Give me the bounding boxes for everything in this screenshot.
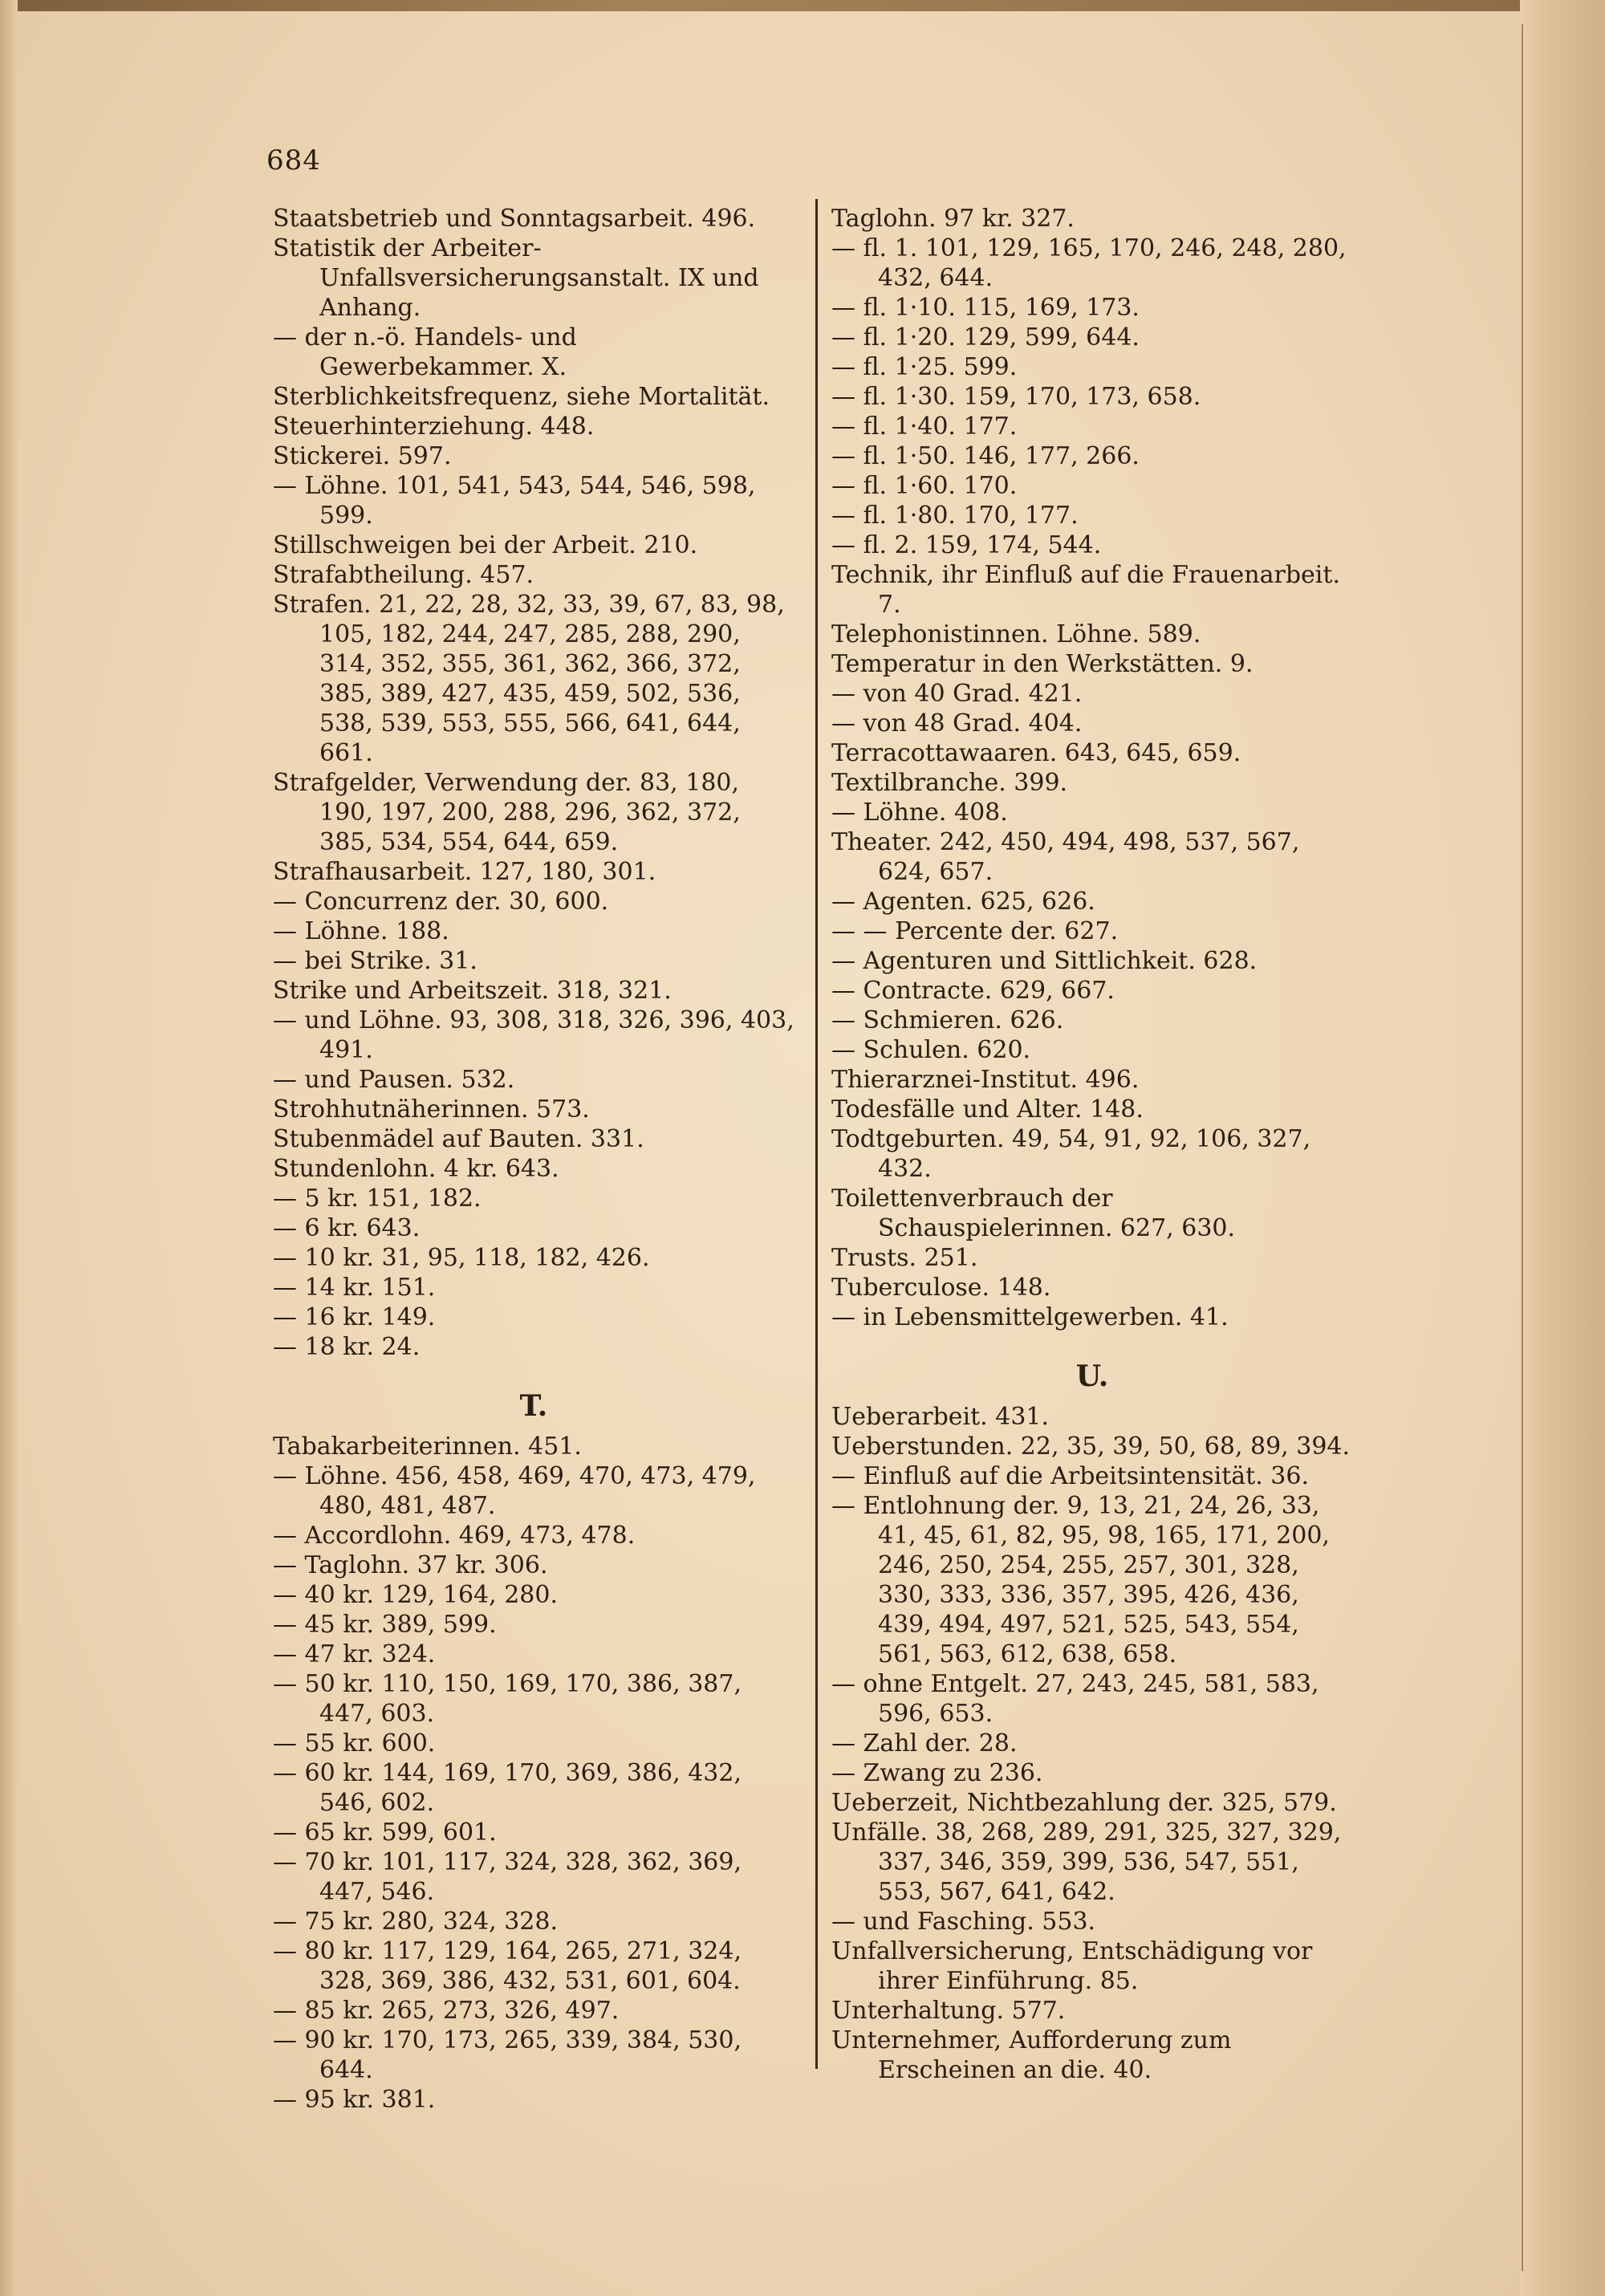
right-index-entry: Unfallversicherung, Entschädigung vor ihrer Einführung. 85.	[831, 1937, 1313, 1995]
index-column-left	[273, 204, 794, 2115]
page-left-edge	[0, 0, 18, 2296]
left-index-entry: Strafabtheilung. 457.	[273, 561, 534, 589]
section-heading: T.	[519, 1389, 548, 1423]
left-index-entry: Tabakarbeiterinnen. 451.	[273, 1432, 582, 1461]
left-index-entry: — Löhne. 188.	[273, 917, 449, 945]
right-index-entry: Ueberstunden. 22, 35, 39, 50, 68, 89, 394.	[831, 1432, 1351, 1461]
left-index-entry: — und Löhne. 93, 308, 318, 326, 396, 403, 491.	[273, 1006, 794, 1064]
right-index-entry: — fl. 1·20. 129, 599, 644.	[831, 323, 1140, 352]
left-index-entry: — 65 kr. 599, 601.	[273, 1819, 497, 1847]
page-number: 684	[266, 144, 321, 177]
right-index-entry: — fl. 1·30. 159, 170, 173, 658.	[831, 383, 1201, 411]
right-index-entry: — von 48 Grad. 404.	[831, 709, 1083, 738]
right-index-entry: — Entlohnung der. 9, 13, 21, 24, 26, 33, 41, 45, 61, 82, 95, 98, 165, 171, 200, 246, 250, 254, 255, 257, 301, 328, 330, 333, 336, 357, 395, 426, 436, 439, 494, 497, 521, 525, 543, 554, 561, 563, 612, 638, 658.	[831, 1492, 1330, 1668]
right-index-entry: Toilettenverbrauch der Schauspielerinnen. 627, 630.	[831, 1185, 1236, 1242]
right-index-entry: — fl. 2. 159, 174, 544.	[831, 531, 1102, 559]
right-index-entry: Terracottawaaren. 643, 645, 659.	[831, 739, 1241, 767]
right-index-entry: Theater. 242, 450, 494, 498, 537, 567, 624, 657.	[831, 828, 1300, 886]
left-index-entry: — 18 kr. 24.	[273, 1333, 421, 1361]
right-index-entry: — Schulen. 620.	[831, 1036, 1031, 1064]
right-index-entry: Trusts. 251.	[831, 1244, 978, 1272]
right-index-entry: Unternehmer, Aufforderung zum Erscheinen an die. 40.	[831, 2026, 1232, 2084]
right-index-entry: — Zahl der. 28.	[831, 1729, 1018, 1758]
left-index-entry: Strafen. 21, 22, 28, 32, 33, 39, 67, 83, 98, 105, 182, 244, 247, 285, 288, 290, 314, 352, 355, 361, 362, 366, 372, 385, 389, 427, 435, 459, 502, 536, 538, 539, 553, 555, 566, 641, 644, 661.	[273, 591, 785, 767]
left-index-entry: Stubenmädel auf Bauten. 331.	[273, 1125, 644, 1153]
right-index-entry: — Löhne. 408.	[831, 799, 1008, 827]
right-index-entry: — Zwang zu 236.	[831, 1759, 1043, 1787]
right-index-entry: — Agenten. 625, 626.	[831, 888, 1095, 916]
left-index-entry: — 5 kr. 151, 182.	[273, 1185, 482, 1213]
left-index-entry: — 70 kr. 101, 117, 324, 328, 362, 369, 447, 546.	[273, 1848, 742, 1906]
left-index-entry: Strafgelder, Verwendung der. 83, 180, 190, 197, 200, 288, 296, 362, 372, 385, 534, 554, 644, 659.	[273, 769, 741, 856]
right-index-entry: — — Percente der. 627.	[831, 917, 1119, 945]
right-index-entry: — fl. 1. 101, 129, 165, 170, 246, 248, 280, 432, 644.	[831, 234, 1347, 292]
left-index-entry: Stickerei. 597.	[273, 442, 452, 470]
left-index-entry: Strike und Arbeitszeit. 318, 321.	[273, 977, 672, 1005]
left-index-entry: — 55 kr. 600.	[273, 1729, 436, 1758]
left-index-entry: Strafhausarbeit. 127, 180, 301.	[273, 858, 656, 886]
left-index-entry: — 45 kr. 389, 599.	[273, 1611, 497, 1639]
right-index-entry: — fl. 1·80. 170, 177.	[831, 502, 1079, 530]
right-index-entry: — und Fasching. 553.	[831, 1908, 1096, 1936]
left-index-entry: — 60 kr. 144, 169, 170, 369, 386, 432, 546, 602.	[273, 1759, 742, 1817]
right-index-entry: Textilbranche. 399.	[831, 769, 1068, 797]
right-index-entry: Todesfälle und Alter. 148.	[831, 1095, 1144, 1124]
right-index-entry: Temperatur in den Werkstätten. 9.	[831, 650, 1254, 678]
left-index-entry: Strohhutnäherinnen. 573.	[273, 1095, 590, 1124]
left-index-entry: Stillschweigen bei der Arbeit. 210.	[273, 531, 698, 559]
right-index-entry: — Einfluß auf die Arbeitsintensität. 36.	[831, 1462, 1310, 1490]
right-index-entry: — Contracte. 629, 667.	[831, 977, 1115, 1005]
left-index-entry: — der n.-ö. Handels- und Gewerbekammer. X.	[273, 323, 577, 381]
right-index-entry: Ueberzeit, Nichtbezahlung der. 325, 579.	[831, 1789, 1337, 1817]
right-index-entry: Ueberarbeit. 431.	[831, 1403, 1050, 1431]
page-right-margin	[1520, 0, 1605, 2296]
right-index-entry: — ohne Entgelt. 27, 243, 245, 581, 583, 596, 653.	[831, 1670, 1319, 1728]
page-fold-line	[1522, 24, 1523, 2271]
page-top-edge	[0, 0, 1605, 11]
left-index-entry: Steuerhinterziehung. 448.	[273, 412, 595, 441]
right-index-entry: Telephonistinnen. Löhne. 589.	[831, 620, 1201, 648]
right-index-entry: — fl. 1·10. 115, 169, 173.	[831, 294, 1140, 322]
right-index-entry: Technik, ihr Einfluß auf die Frauenarbeit. 7.	[831, 561, 1340, 619]
left-index-entry: — 75 kr. 280, 324, 328.	[273, 1908, 559, 1936]
right-index-entry: — fl. 1·60. 170.	[831, 472, 1018, 500]
left-index-entry: — 47 kr. 324.	[273, 1640, 436, 1668]
left-index-entry: — 10 kr. 31, 95, 118, 182, 426.	[273, 1244, 650, 1272]
left-index-entry: — 6 kr. 643.	[273, 1214, 421, 1242]
left-index-entry: — Löhne. 101, 541, 543, 544, 546, 598, 599.	[273, 472, 756, 530]
left-index-entry: Statistik der Arbeiter-Unfallsversicherungsanstalt. IX und Anhang.	[273, 234, 759, 322]
right-index-entry: Thierarznei-Institut. 496.	[831, 1066, 1140, 1094]
right-index-entry: — von 40 Grad. 421.	[831, 680, 1083, 708]
left-index-entry: — 85 kr. 265, 273, 326, 497.	[273, 1997, 620, 2025]
left-index-entry: — bei Strike. 31.	[273, 947, 477, 975]
left-index-entry: — Löhne. 456, 458, 469, 470, 473, 479, 480, 481, 487.	[273, 1462, 756, 1520]
right-index-entry: — fl. 1·50. 146, 177, 266.	[831, 442, 1140, 470]
right-index-entry: Taglohn. 97 kr. 327.	[831, 205, 1075, 233]
right-index-entry: Todtgeburten. 49, 54, 91, 92, 106, 327, 432.	[831, 1125, 1311, 1183]
left-index-entry: — Taglohn. 37 kr. 306.	[273, 1551, 548, 1579]
left-index-entry: Staatsbetrieb und Sonntagsarbeit. 496.	[273, 205, 756, 233]
left-index-entry: — 95 kr. 381.	[273, 2086, 436, 2114]
right-index-entry: Unterhaltung. 577.	[831, 1997, 1066, 2025]
section-heading: U.	[1075, 1359, 1109, 1393]
left-index-entry: — Concurrenz der. 30, 600.	[273, 888, 609, 916]
right-index-entry: — fl. 1·40. 177.	[831, 412, 1018, 441]
right-index-entry: — Schmieren. 626.	[831, 1006, 1064, 1034]
left-index-entry: Stundenlohn. 4 kr. 643.	[273, 1155, 559, 1183]
right-index-entry: — Agenturen und Sittlichkeit. 628.	[831, 947, 1258, 975]
left-index-entry: — und Pausen. 532.	[273, 1066, 515, 1094]
left-index-entry: — 16 kr. 149.	[273, 1303, 436, 1331]
left-index-entry: — 40 kr. 129, 164, 280.	[273, 1581, 559, 1609]
right-index-entry: — fl. 1·25. 599.	[831, 353, 1018, 381]
index-column-right	[831, 204, 1353, 2085]
left-index-entry: — 80 kr. 117, 129, 164, 265, 271, 324, 328, 369, 386, 432, 531, 601, 604.	[273, 1937, 742, 1995]
right-index-entry: — in Lebensmittelgewerben. 41.	[831, 1303, 1229, 1331]
right-index-entry: Unfälle. 38, 268, 289, 291, 325, 327, 329, 337, 346, 359, 399, 536, 547, 551, 553, 567, 641, 642.	[831, 1819, 1342, 1906]
right-index-entry: Tuberculose. 148.	[831, 1274, 1051, 1302]
left-index-entry: — Accordlohn. 469, 473, 478.	[273, 1522, 636, 1550]
column-divider	[815, 199, 818, 2069]
left-index-entry: — 90 kr. 170, 173, 265, 339, 384, 530, 644.	[273, 2026, 742, 2084]
left-index-entry: — 50 kr. 110, 150, 169, 170, 386, 387, 447, 603.	[273, 1670, 742, 1728]
left-index-entry: Sterblichkeitsfrequenz, siehe Mortalität.	[273, 383, 770, 411]
left-index-entry: — 14 kr. 151.	[273, 1274, 436, 1302]
